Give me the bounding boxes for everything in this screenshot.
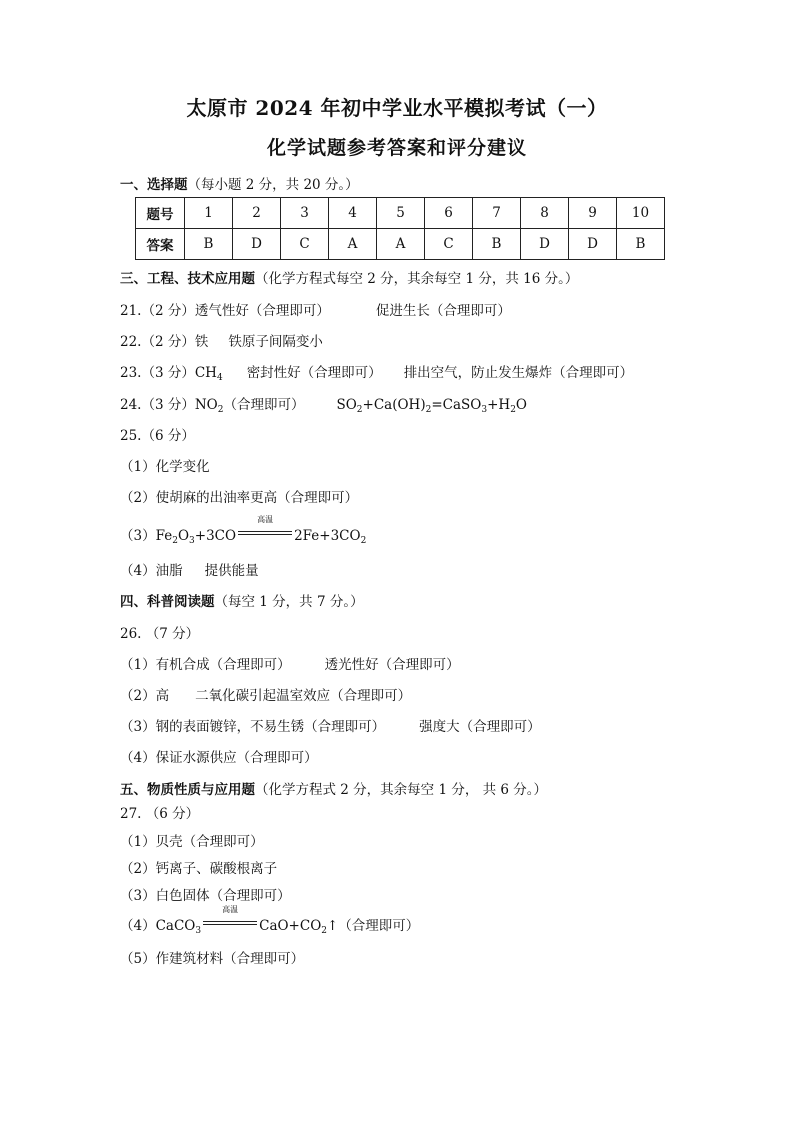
subscript: 4 [216, 373, 223, 383]
q24-note: （合理即可） [223, 397, 305, 413]
q23-answer-1: 23.（3 分）CH [120, 365, 217, 381]
table-row-numbers [136, 198, 665, 229]
table-row-label: 题号 [136, 198, 185, 229]
table-cell: D [233, 229, 281, 260]
q21-answer-2: 促进生长（合理即可） [375, 303, 511, 319]
section-5-note: （化学方程式 2 分，其余每空 1 分， 共 6 分。） [255, 782, 548, 798]
answer-table [135, 197, 665, 260]
page-title: 太原市 2024 年初中学业水平模拟考试（一） [186, 96, 608, 120]
question-22 [120, 330, 323, 350]
reaction-condition: 高温 [236, 526, 294, 540]
q27-part-3: （3）白色固体（合理即可） [120, 888, 291, 904]
section-1-title: 一、选择题 [120, 177, 188, 193]
table-cell: A [377, 229, 425, 260]
section-4-note: （每空 1 分，共 7 分。） [214, 594, 364, 610]
section-3-title: 三、工程、技术应用题 [120, 271, 255, 287]
table-cell: B [617, 229, 665, 260]
table-row-label: 答案 [136, 229, 185, 260]
table-cell: C [425, 229, 473, 260]
q25-part-4: （4）油脂 提供能量 [120, 563, 259, 579]
q26-part-2: （2）高 二氧化碳引起温室效应（合理即可） [120, 688, 412, 704]
section-5-heading [120, 778, 547, 798]
table-cell: 2 [233, 198, 281, 229]
section-3-heading [120, 267, 578, 287]
section-3-note: （化学方程式每空 2 分，其余每空 1 分，共 16 分。） [255, 271, 579, 287]
q25-part-3: $(3)Fe_2O_3+3CO$ 高温 $2Fe+3CO_2$ [120, 515, 367, 546]
q27-part-4: （4）CaCO$_3$ 高温 $CaO+CO_2↑$（合理即可） [120, 905, 420, 936]
q26-part-1: （1）有机合成（合理即可） 透光性好（合理即可） [120, 657, 460, 673]
table-cell: 10 [617, 198, 665, 229]
q27-part-2: （2）钙离子、碳酸根离子 [120, 861, 278, 877]
question-21 [120, 299, 511, 319]
table-cell: B [473, 229, 521, 260]
question-26-heading: 26. （7 分） [120, 626, 200, 642]
q26-part-4: （4）保证水源供应（合理即可） [120, 750, 318, 766]
subscript: 2 [217, 405, 224, 415]
reaction-condition: 高温 [201, 916, 259, 930]
table-row-answers [136, 229, 665, 260]
section-4-heading [120, 590, 364, 610]
table-cell: 1 [185, 198, 233, 229]
table-cell: A [329, 229, 377, 260]
q21-answer-1: 21.（2 分）透气性好（合理即可） [120, 303, 330, 319]
q26-part-3: （3）钢的表面镀锌，不易生锈（合理即可） 强度大（合理即可） [120, 719, 541, 735]
q25-part-2: （2）使胡麻的出油率更高（合理即可） [120, 490, 359, 506]
table-cell: C [281, 229, 329, 260]
section-1-heading [120, 173, 359, 193]
table-cell: 7 [473, 198, 521, 229]
question-24 [120, 393, 527, 415]
section-4-title: 四、科普阅读题 [120, 594, 215, 610]
table-cell: 6 [425, 198, 473, 229]
table-cell: 9 [569, 198, 617, 229]
question-27-heading: 27. （6 分） [120, 806, 200, 822]
section-1-note: （每小题 2 分，共 20 分。） [187, 177, 359, 193]
q24-answer-1: 24.（3 分）NO [120, 397, 218, 413]
q24-equation: $SO_2+Ca(OH)_2=CaSO_3+H_2O$ [336, 397, 527, 415]
table-cell: D [569, 229, 617, 260]
table-cell: 4 [329, 198, 377, 229]
table-cell: B [185, 229, 233, 260]
question-23 [120, 361, 633, 383]
table-cell: 8 [521, 198, 569, 229]
q25-part-1: （1）化学变化 [120, 459, 210, 475]
q23-answer-3: 排出空气，防止发生爆炸（合理即可） [403, 365, 634, 381]
table-cell: 5 [377, 198, 425, 229]
section-5-title: 五、物质性质与应用题 [120, 782, 255, 798]
table-cell: D [521, 229, 569, 260]
q27-part-5: （5）作建筑材料（合理即可） [120, 951, 305, 967]
q22-answer-1: 22.（2 分）铁 [120, 334, 209, 350]
q22-answer-2: 铁原子间隔变小 [228, 334, 323, 350]
q27-part-1: （1）贝壳（合理即可） [120, 834, 264, 850]
question-25-heading: 25.（6 分） [120, 428, 195, 444]
q23-answer-2: 密封性好（合理即可） [246, 365, 382, 381]
page-subtitle: 化学试题参考答案和评分建议 [266, 137, 527, 159]
table-cell: 3 [281, 198, 329, 229]
